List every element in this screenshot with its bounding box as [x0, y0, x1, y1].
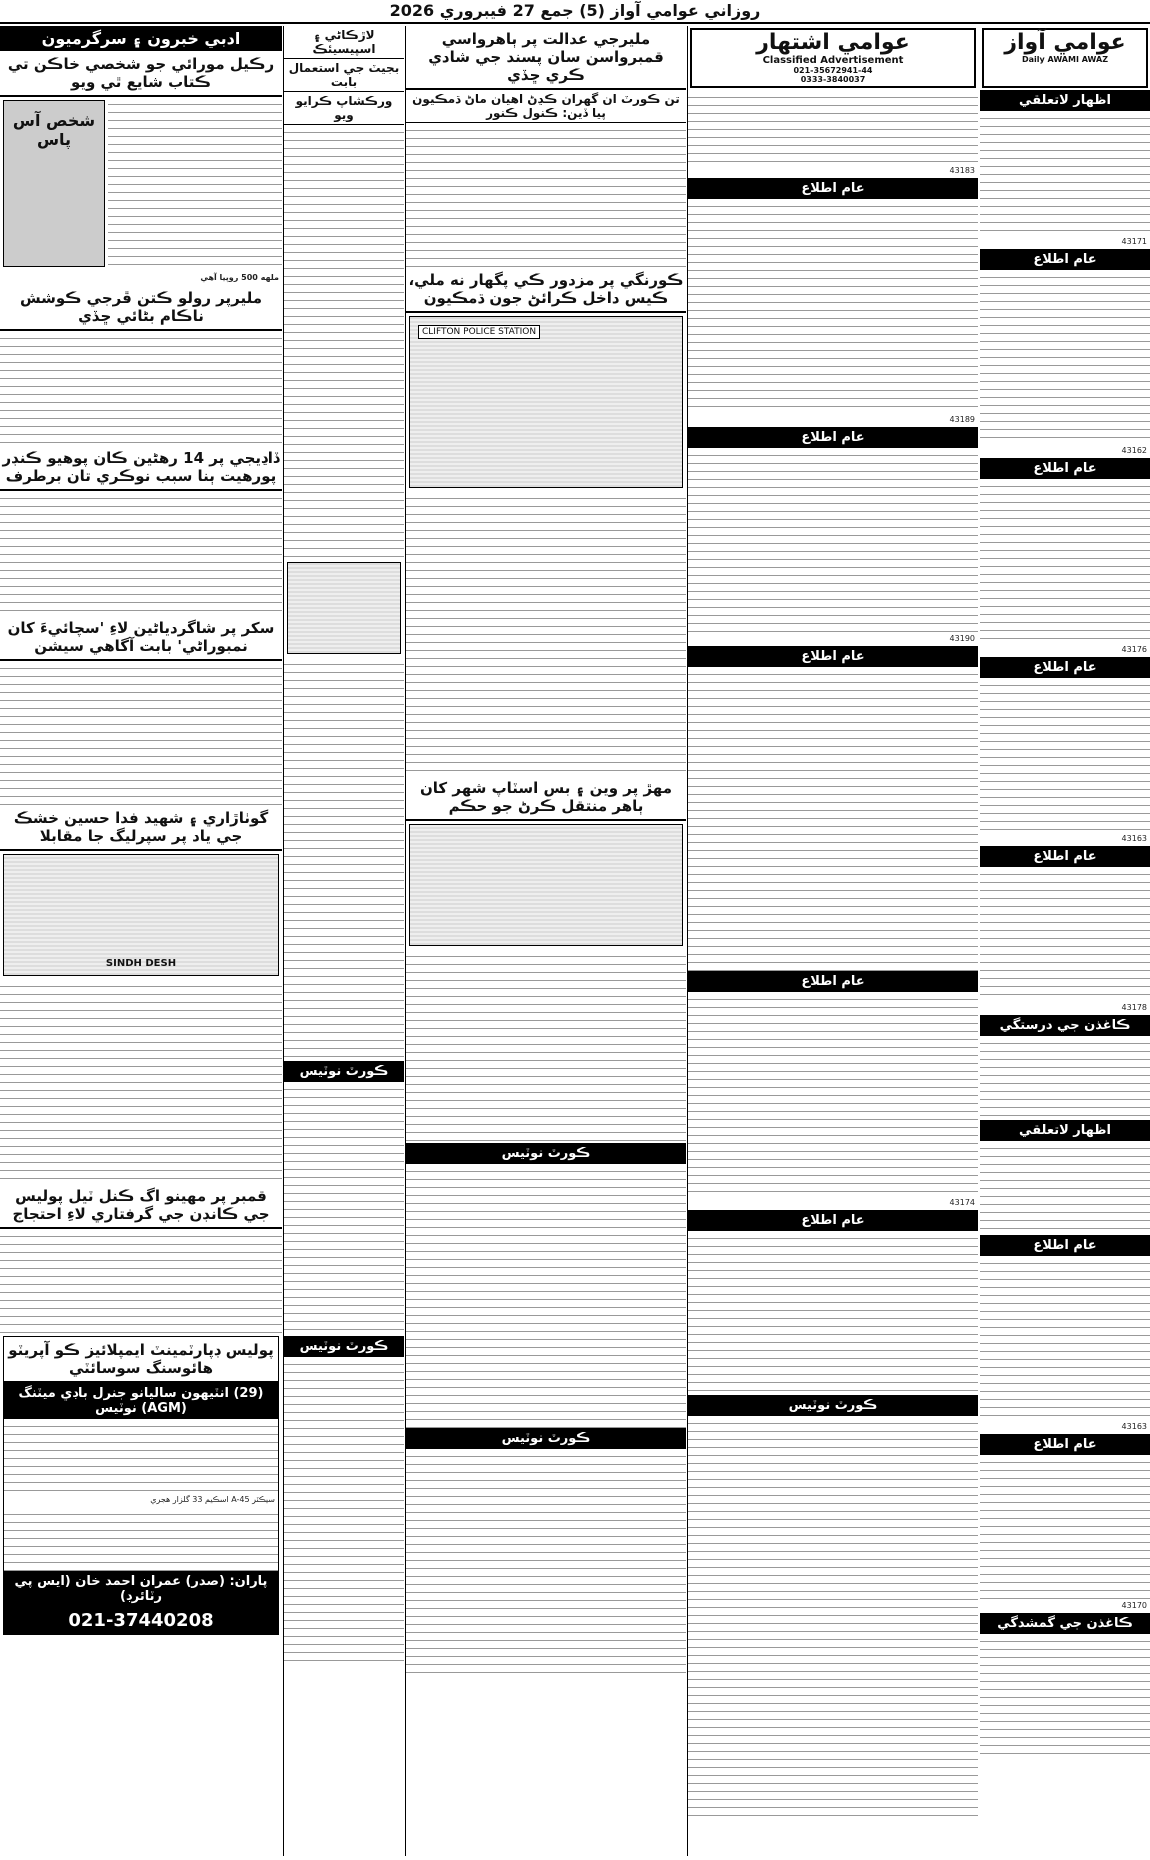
- ad-body: [980, 678, 1150, 832]
- story-headline: مليرجي عدالت پر ٻاهرواسي قمبرواسن سان پسند جي شادي ڪري ڇڏي: [406, 26, 686, 90]
- story-body: [0, 331, 282, 445]
- story-body: [0, 979, 282, 1183]
- story-body: [0, 1229, 282, 1333]
- paper-name: عوامي آواز: [1004, 30, 1126, 55]
- court-notice-title: ڪورٽ نوٽيس: [284, 1336, 404, 1357]
- story-body: [406, 949, 686, 1143]
- ad-body: [980, 1036, 1150, 1120]
- notice-body: [284, 1082, 404, 1336]
- ad-body: [980, 1256, 1150, 1420]
- ad-title: ڪورٽ نوٽيس: [688, 1395, 978, 1416]
- news-photo: [287, 562, 401, 654]
- court-notice-title: ڪورٽ نوٽيس: [284, 1061, 404, 1082]
- ad-ref: 43170: [1121, 1601, 1147, 1610]
- ad-title: عام اطلاع: [980, 1434, 1150, 1455]
- ad-body: [688, 667, 978, 971]
- ad-ref: 43163: [1121, 834, 1147, 843]
- ad-body: [688, 1231, 978, 1395]
- ad-ref: 43163: [1121, 1422, 1147, 1431]
- ad-ref: 43189: [949, 415, 975, 424]
- agm-title: (29) انٽيهون ساليانو جنرل باڊي ميٽنگ (AGM) نوٽيس: [4, 1383, 278, 1419]
- literary-column: [0, 26, 282, 1856]
- ad-title: عام اطلاع: [980, 846, 1150, 867]
- story-headline: مهڙ پر وين ۽ بس اسٽاپ شهر کان ٻاهر منتقل ڪرڻ جو حڪم: [406, 775, 686, 821]
- classified-column-2: [687, 26, 978, 1856]
- story-headline: لاڙڪاڻي ۽ اسپيسيئڪ: [284, 26, 404, 59]
- ad-ref: 43174: [949, 1198, 975, 1207]
- story-body: [0, 661, 282, 805]
- story-body: [406, 123, 686, 267]
- news-column-narrow: [283, 26, 404, 1856]
- ad-ref: 43190: [949, 634, 975, 643]
- ad-title: عام اطلاع: [688, 427, 978, 448]
- cricket-team-photo: [3, 854, 279, 976]
- classified-column-1: [980, 26, 1150, 1856]
- agm-sector: سيڪٽر A-45 اسڪيم 33 گلزار هجري: [150, 1495, 275, 1504]
- agm-notice: [3, 1336, 279, 1635]
- book-title: شخص آس پاس: [12, 111, 96, 149]
- story-body: [284, 657, 404, 1061]
- ad-ref: 43176: [1121, 645, 1147, 654]
- ad-body: [688, 1416, 978, 1820]
- ad-body: [980, 1634, 1150, 1758]
- story-headline: رڪيل مورائي جو شخصي خاڪن تي ڪتاب شايع ٿي ويو: [0, 51, 282, 97]
- section-mobile: 0333-3840037: [800, 75, 866, 84]
- notice-body: [284, 1357, 404, 1661]
- ad-body: [980, 479, 1150, 643]
- ad-body: [980, 111, 1150, 235]
- ad-body: [980, 1455, 1150, 1599]
- police-station-sign: CLIFTON POLICE STATION: [418, 325, 540, 339]
- news-photo: [409, 316, 683, 488]
- story-headline: ڏاڍيجي پر 14 رهڻين ڪان پوهيو ڪنڊر پورهيت ٻنا سبب نوڪري تان برطرف: [0, 445, 282, 491]
- ad-body: [980, 1141, 1150, 1235]
- story-headline: ڪورنگي پر مزدور ڪي پگهار نه ملي، ڪيس داخل ڪرائڻ جون ڌمڪيون: [406, 267, 686, 313]
- masthead-logo: [982, 28, 1148, 88]
- section-phone: 021-35672941-44: [793, 66, 873, 75]
- ad-body: [688, 448, 978, 632]
- ad-title: عام اطلاع: [688, 1210, 978, 1231]
- ad-title: ڪاغذن جي گمشدگي: [980, 1613, 1150, 1634]
- ad-title: اظهار لاتعلقي: [980, 90, 1150, 111]
- agm-body: [4, 1507, 278, 1571]
- story-headline: گوٺاڙاري ۽ شهيد فدا حسين خشڪ جي ياد پر سپرليگ جا مقابلا: [0, 805, 282, 851]
- ad-ref: 43162: [1121, 446, 1147, 455]
- story-body: [284, 125, 404, 559]
- section-header: [690, 28, 976, 88]
- section-title-en: Classified Advertisement: [762, 55, 904, 66]
- ad-title: عام اطلاع: [688, 178, 978, 199]
- ad-ref: 43171: [1121, 237, 1147, 246]
- section-title: عوامي اشتهار: [756, 30, 910, 55]
- story-subhead: تن ڪورٽ ان گهران ڪڍڻ اهيان ماڻ ڌمڪيون پيا ڏين: ڪنول ڪنور: [406, 90, 686, 123]
- book-price: ملهه 500 روپيا آهي: [200, 273, 279, 282]
- story-body: [0, 491, 282, 615]
- court-notice-title: ڪورٽ نوٽيس: [406, 1428, 686, 1449]
- ad-body: [688, 992, 978, 1196]
- story-headline: قمبر پر مهينو اگ ڪنل ٽيل پوليس جي ڪانڊن جي گرفتاري لاءِ احتجاج: [0, 1183, 282, 1229]
- news-photo: [409, 824, 683, 946]
- news-column-center: [405, 26, 686, 1856]
- notice-body: [406, 1449, 686, 1673]
- story-body: [108, 97, 282, 271]
- ad-ref: 43178: [1121, 1003, 1147, 1012]
- story-body: [406, 491, 686, 775]
- court-notice-title: ڪورٽ نوٽيس: [406, 1143, 686, 1164]
- ad-title: عام اطلاع: [980, 1235, 1150, 1256]
- story-headline: ورڪشاپ ڪرايو ويو: [284, 92, 404, 125]
- ad-title: ڪاغذن جي درستگي: [980, 1015, 1150, 1036]
- page-folio: روزاني عوامي آواز (5) جمع 27 فيبروري 2026: [0, 0, 1150, 24]
- story-headline: بجيٽ جي استعمال بابت: [284, 59, 404, 92]
- literary-banner: ادبي خبرون ۽ سرگرميون: [0, 26, 282, 51]
- agm-body: [4, 1419, 278, 1493]
- book-story: [0, 97, 282, 271]
- ad-body: [980, 867, 1150, 1001]
- agm-phone: 021-37440208: [4, 1607, 278, 1634]
- paper-name-en: Daily AWAMI AWAZ: [1021, 55, 1109, 64]
- agm-issuer: پاران: (صدر) عمران احمد خان (ايس پي رٽائرڊ): [4, 1571, 278, 1607]
- story-headline: مليرپر رولو ڪتن ڦرجي ڪوشش ناڪام بڻائي ڇڏي: [0, 285, 282, 331]
- team-jersey-text: SINDH DESH: [105, 958, 177, 969]
- ad-title: عام اطلاع: [980, 458, 1150, 479]
- ad-body: [688, 199, 978, 413]
- ad-ref: 43183: [949, 166, 975, 175]
- ad-body: [980, 270, 1150, 444]
- ad-title: عام اطلاع: [980, 249, 1150, 270]
- ad-title: عام اطلاع: [980, 657, 1150, 678]
- notice-body: [406, 1164, 686, 1428]
- ad-body: [688, 90, 978, 164]
- agm-society-name: پوليس ڊپارٽمينٽ ايمپلائيز ڪو آپريٽو هائوسنگ سوسائٽي: [4, 1337, 278, 1383]
- ad-title: اظهار لاتعلقي: [980, 1120, 1150, 1141]
- ad-title: عام اطلاع: [688, 646, 978, 667]
- book-cover: [3, 100, 105, 267]
- story-headline: سکر پر شاگردياڻين لاءِ 'سچائيءَ کان نمبوراڻي' بابت آگاهي سيشن: [0, 615, 282, 661]
- ad-title: عام اطلاع: [688, 971, 978, 992]
